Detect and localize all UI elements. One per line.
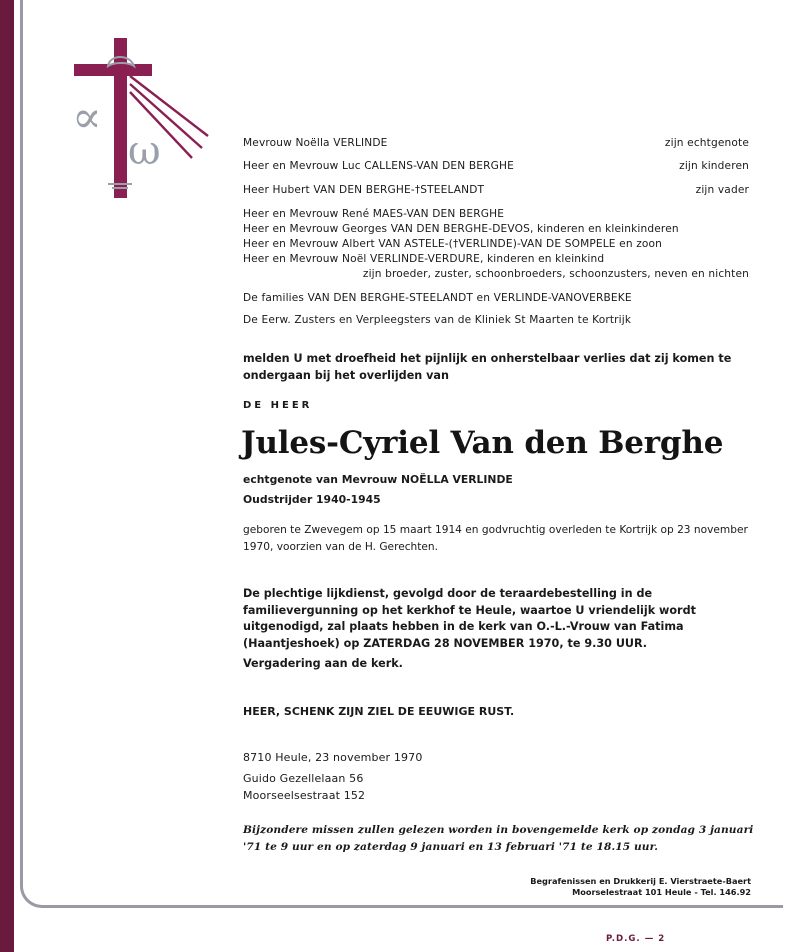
address-line: Guido Gezellelaan 56 (243, 772, 364, 785)
siblings-relation: zijn broeder, zuster, schoonbroeders, schoonzusters, neven en nichten (362, 268, 749, 280)
family-line-relation: zijn vader (695, 184, 749, 196)
birth-death-text: geboren te Zwevegem op 15 maart 1914 en godvruchtig overleden te Kortrijk op 23 november 1970, voorzien van de H. Gerechten. (243, 524, 748, 553)
cross-vertical-beam (114, 38, 127, 198)
funeral-service-text: De plechtige lijkdienst, gevolgd door de teraardebestelling in de familievergunning op het kerkhof te Heule, waartoe U vriendelijk wordt uitgenodigd, zal plaats hebben in de kerk van O.-L.-Vrouw van Fatima (Haantjeshoek) op ZATERDAG 28 NOVEMBER 1970, te 9.30 UUR. (243, 587, 696, 650)
spouse-line: echtgenote van Mevrouw NOËLLA VERLINDE (243, 473, 513, 486)
honorific: DE HEER (243, 400, 313, 411)
deceased-name: Jules-Cyriel Van den Berghe (241, 425, 724, 461)
masses-note: Bijzondere missen zullen gelezen worden in bovengemelde kerk op zondag 3 januari '71 te 9 uur en op zaterdag 9 januari en 13 februari '71 te 18.15 uur. (243, 824, 754, 853)
cross-horizontal-beam (74, 64, 152, 76)
address-line: Moorseelsestraat 152 (243, 789, 366, 802)
place-date: 8710 Heule, 23 november 1970 (243, 751, 423, 764)
prayer-text: HEER, SCHENK ZIJN ZIEL DE EEUWIGE RUST. (243, 705, 515, 718)
family-line-relation: zijn kinderen (679, 160, 749, 172)
veteran-line: Oudstrijder 1940-1945 (243, 493, 381, 506)
family-line-name: Heer Hubert VAN DEN BERGHE-†STEELANDT (243, 184, 485, 196)
alpha-letter-icon: ∝ (72, 92, 102, 143)
gathering-text: Vergadering aan de kerk. (243, 657, 403, 670)
cross-alpha-omega-emblem (70, 36, 210, 206)
printer-line: Begrafenissen en Drukkerij E. Vierstraete-Baert (530, 876, 751, 886)
sibling-line: Heer en Mevrouw Noël VERLINDE-VERDURE, kinderen en kleinkind (243, 253, 605, 265)
family-line-name: Heer en Mevrouw Luc CALLENS-VAN DEN BERGHE (243, 160, 514, 172)
announcement-text: melden U met droefheid het pijnlijk en onherstelbaar verlies dat zij komen te ondergaan bij het overlijden van (243, 352, 732, 382)
sibling-line: Heer en Mevrouw Albert VAN ASTELE-(†VERLINDE)-VAN DE SOMPELE en zoon (243, 238, 663, 250)
families-line: De families VAN DEN BERGHE-STEELANDT en VERLINDE-VANOVERBEKE (243, 292, 632, 304)
family-line-name: Mevrouw Noëlla VERLINDE (243, 137, 388, 149)
family-line-relation: zijn echtgenote (664, 137, 749, 149)
footer-code: P.D.G. — 2 (606, 934, 666, 944)
printer-credit (530, 876, 751, 898)
left-page-edge (0, 0, 14, 952)
sisters-line: De Eerw. Zusters en Verpleegsters van de Kliniek St Maarten te Kortrijk (243, 314, 632, 326)
printer-line: Moorselestraat 101 Heule - Tel. 146.92 (572, 887, 751, 897)
sibling-line: Heer en Mevrouw Georges VAN DEN BERGHE-DEVOS, kinderen en kleinkinderen (243, 223, 679, 235)
omega-letter-icon: ω (128, 128, 161, 174)
sibling-line: Heer en Mevrouw René MAES-VAN DEN BERGHE (243, 208, 505, 220)
